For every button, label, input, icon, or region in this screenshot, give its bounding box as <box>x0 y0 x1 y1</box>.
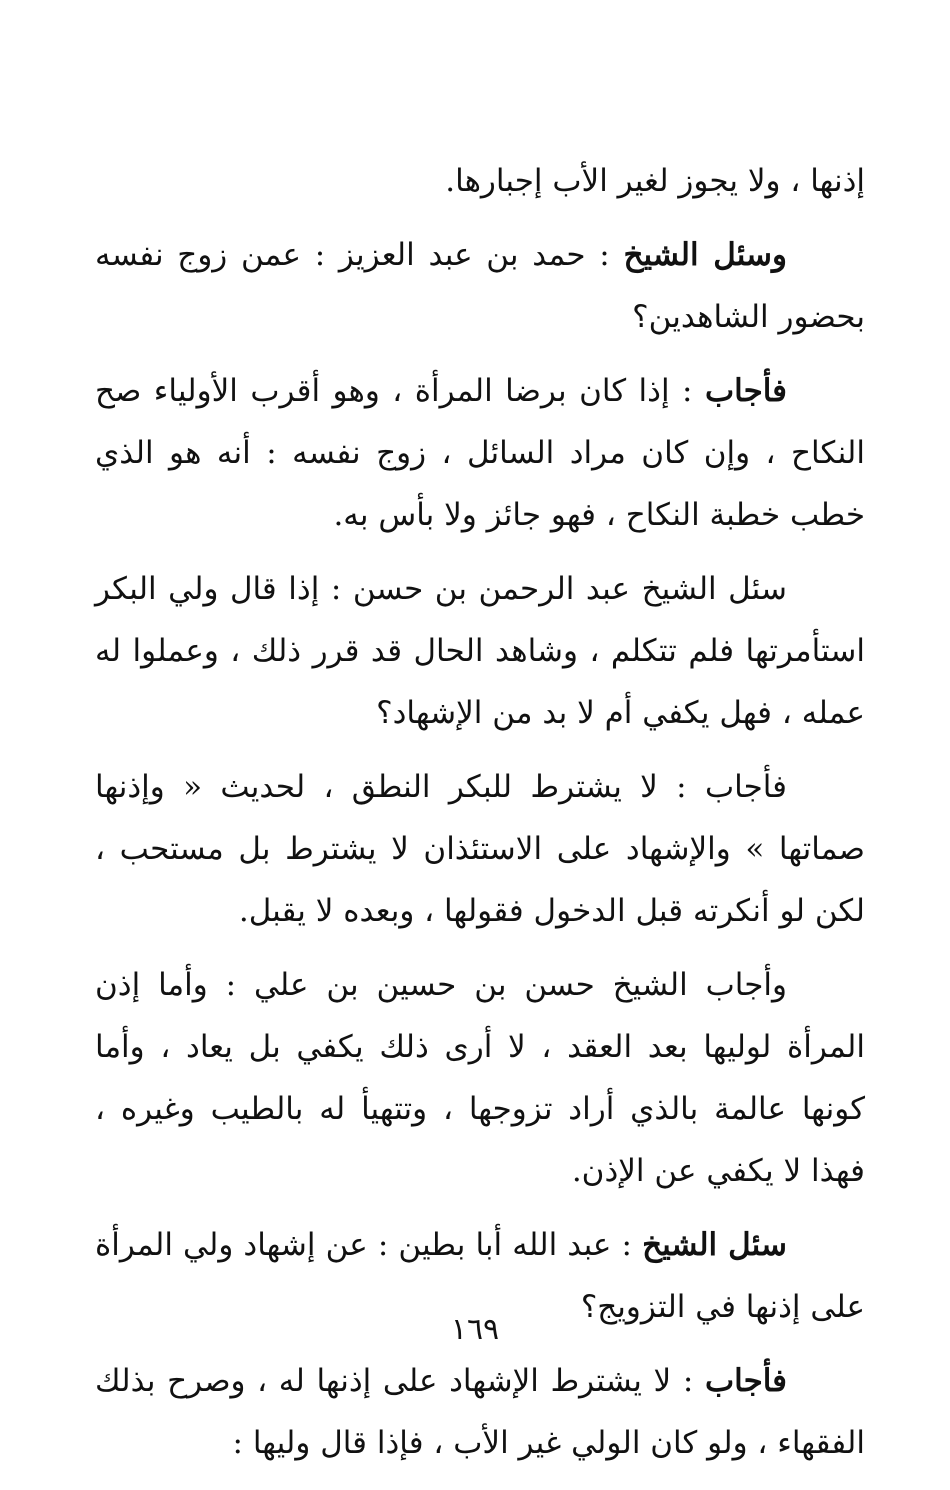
page-body <box>95 150 865 1486</box>
paragraph-6 <box>95 954 865 1202</box>
paragraph-lead: فأجاب <box>704 373 787 409</box>
paragraph-2 <box>95 224 865 348</box>
paragraph-text: فأجاب : لا يشترط للبكر النطق ، لحديث « وإذنها صماتها » والإشهاد على الاستئذان لا يشترط بل مستحب ، لكن لو أنكرته قبل الدخول فقولها ، وبعده لا يقبل. <box>95 769 865 929</box>
paragraph-8 <box>95 1350 865 1474</box>
paragraph-5 <box>95 756 865 942</box>
paragraph-1 <box>95 150 865 212</box>
paragraph-text: إذنها ، ولا يجوز لغير الأب إجبارها. <box>445 163 865 199</box>
paragraph-lead: سئل الشيخ <box>642 1227 787 1263</box>
paragraph-text: وأجاب الشيخ حسن بن حسين بن علي : وأما إذن المرأة لوليها بعد العقد ، لا أرى ذلك يكفي بل يعاد ، وأما كونها عالمة بالذي أراد تزوجها ، وتتهيأ له بالطيب وغيره ، فهذا لا يكفي عن الإذن. <box>95 967 865 1189</box>
paragraph-3 <box>95 360 865 546</box>
paragraph-lead: وسئل الشيخ <box>623 237 787 273</box>
paragraph-text: : عبد الله أبا بطين : عن إشهاد ولي المرأة على إذنها في التزويج؟ <box>95 1227 865 1325</box>
paragraph-4 <box>95 558 865 744</box>
page-number: ١٦٩ <box>450 1312 500 1347</box>
paragraph-text: : لا يشترط الإشهاد على إذنها له ، وصرح بذلك الفقهاء ، ولو كان الولي غير الأب ، فإذا قال وليها : <box>95 1363 865 1461</box>
paragraph-text: : إذا كان برضا المرأة ، وهو أقرب الأولياء صح النكاح ، وإن كان مراد السائل ، زوج نفسه : أنه هو الذي خطب خطبة النكاح ، فهو جائز ولا بأس به. <box>95 373 865 533</box>
paragraph-lead: فأجاب <box>704 1363 787 1399</box>
paragraph-text: : حمد بن عبد العزيز : عمن زوج نفسه بحضور الشاهدين؟ <box>95 237 865 335</box>
paragraph-text: سئل الشيخ عبد الرحمن بن حسن : إذا قال ولي البكر استأمرتها فلم تتكلم ، وشاهد الحال قد قرر ذلك ، وعملوا له عمله ، فهل يكفي أم لا بد من الإشهاد؟ <box>95 571 865 731</box>
